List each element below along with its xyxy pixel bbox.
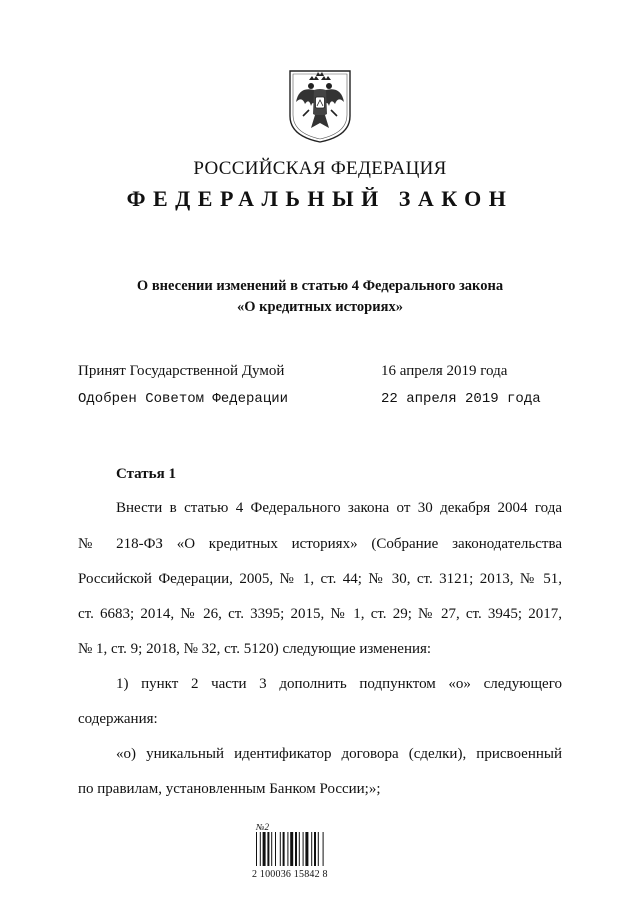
approved-label: Одобрен Советом Федерации — [78, 391, 289, 407]
article-line: Российской Федерации, 2005, № 1, ст. 44; № 30, ст. 3121; 2013, № 51, — [78, 571, 562, 587]
article-heading: Статья 1 — [116, 466, 176, 482]
article-line: ст. 6683; 2014, № 26, ст. 3395; 2015, № 1, ст. 29; № 27, ст. 3945; 2017, — [78, 606, 562, 622]
article-line: 1) пункт 2 части 3 дополнить подпунктом «о» следующего — [116, 676, 562, 692]
adopted-date: 16 апреля 2019 года — [381, 363, 508, 379]
barcode-mark: №2 — [256, 822, 269, 832]
approved-date: 22 апреля 2019 года — [381, 391, 541, 407]
barcode-number: 2 100036 15842 8 — [252, 869, 328, 880]
adopted-label: Принят Государственной Думой — [78, 363, 285, 379]
country-heading: РОССИЙСКАЯ ФЕДЕРАЦИЯ — [193, 158, 447, 179]
barcode — [250, 822, 350, 882]
barcode-bars — [256, 832, 338, 866]
law-title-line-2: «О кредитных историях» — [237, 299, 403, 315]
article-line: № 218-ФЗ «О кредитных историях» (Собрание законодательства — [78, 536, 562, 552]
coat-of-arms-emblem — [287, 68, 353, 144]
document-type-heading: ФЕДЕРАЛЬНЫЙ ЗАКОН — [126, 186, 514, 211]
article-line: № 1, ст. 9; 2018, № 32, ст. 5120) следующие изменения: — [78, 641, 432, 657]
law-title — [60, 276, 580, 318]
article-line: по правилам, установленным Банком России;»; — [78, 781, 381, 797]
article-line: «о) уникальный идентификатор договора (сделки), присвоенный — [116, 746, 562, 762]
law-title-line-1: О внесении изменений в статью 4 Федерального закона — [136, 278, 504, 294]
article-line: Внести в статью 4 Федерального закона от 30 декабря 2004 года — [116, 500, 562, 516]
article-line: содержания: — [78, 711, 158, 727]
